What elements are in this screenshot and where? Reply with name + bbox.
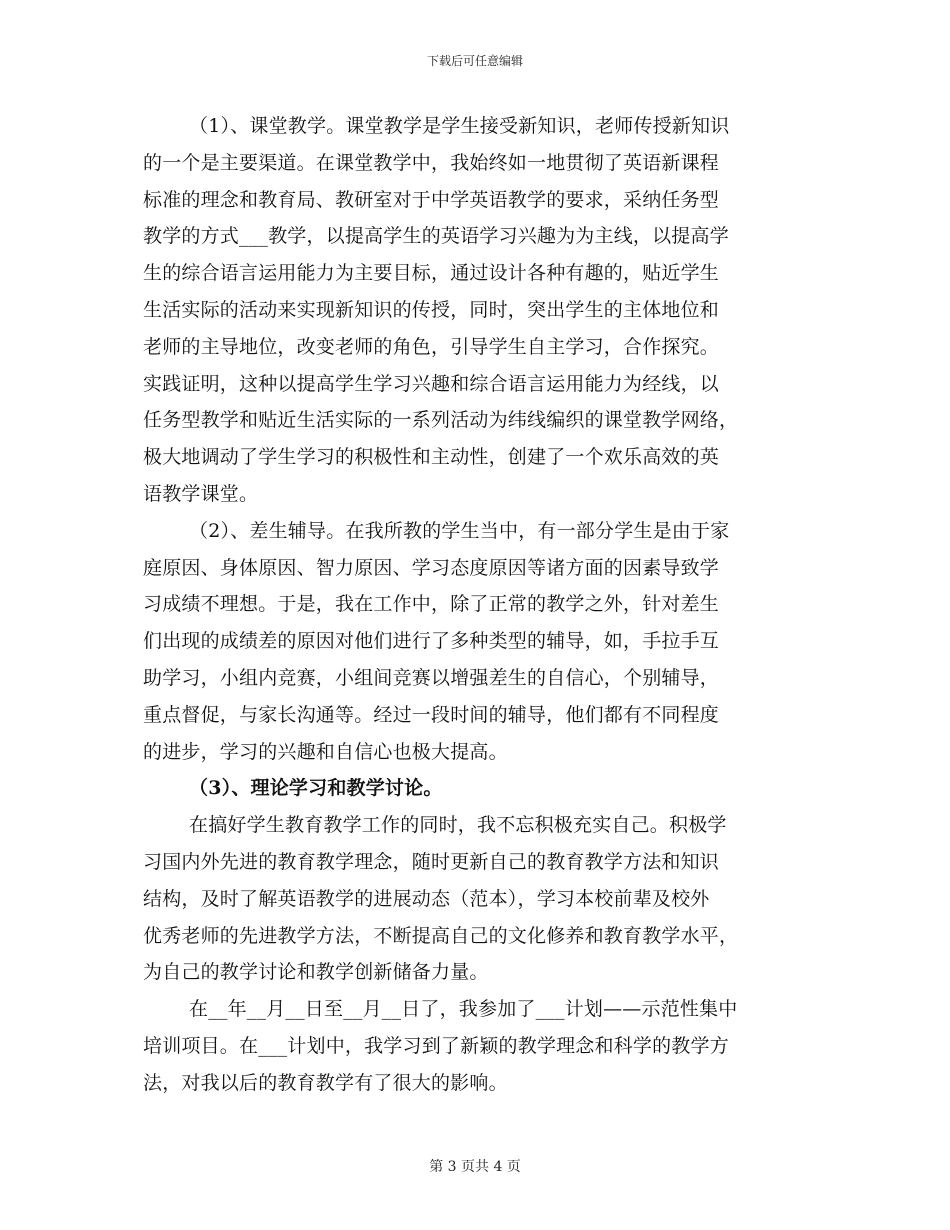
- page-footer: 第 3 页共 4 页: [429, 1159, 521, 1175]
- text-line: 老师的主导地位，改变老师的角色，引导学生自主学习，合作探究。: [143, 335, 720, 358]
- text-line: 优秀老师的先进教学方法，不断提高自己的文化修养和教育教学水平，: [143, 924, 739, 947]
- text-line: 重点督促，与家长沟通等。经过一段时间的辅导，他们都有不同程度: [143, 703, 720, 726]
- text-line: 助学习，小组内竞赛，小组间竞赛以增强差生的自信心，个别辅导，: [143, 666, 720, 689]
- text-line: 法，对我以后的教育教学有了很大的影响。: [143, 1071, 508, 1094]
- text-line: 在搞好学生教育教学工作的同时，我不忘积极充实自己。积极学: [189, 814, 727, 837]
- text-line: 的一个是主要渠道。在课堂教学中，我始终如一地贯彻了英语新课程: [143, 151, 720, 174]
- text-line: （1）、课堂教学。课堂教学是学生接受新知识，老师传授新知识: [189, 115, 730, 137]
- text-line: 结构，及时了解英语教学的进展动态（范本），学习本校前辈及校外: [143, 887, 710, 910]
- text-line: （3）、理论学习和教学讨论。: [189, 777, 443, 800]
- text-line: 的进步，学习的兴趣和自信心也极大提高。: [143, 740, 508, 763]
- text-line: 习成绩不理想。于是，我在工作中，除了正常的教学之外，针对差生: [143, 593, 720, 616]
- text-line: 生的综合语言运用能力为主要目标，通过设计各种有趣的，贴近学生: [143, 262, 720, 285]
- text-line: 语教学课堂。: [143, 482, 259, 505]
- text-line: 任务型教学和贴近生活实际的一系列活动为纬线编织的课堂教学网络，: [143, 409, 739, 432]
- text-line: 教学的方式___教学，以提高学生的英语学习兴趣为为主线，以提高学: [143, 225, 729, 248]
- text-line: 培训项目。在___计划中，我学习到了新颖的教学理念和科学的教学方: [143, 1034, 729, 1057]
- text-line: 极大地调动了学生学习的积极性和主动性，创建了一个欢乐高效的英: [143, 446, 720, 469]
- text-line: （2）、差生辅导。在我所教的学生当中，有一部分学生是由于家: [189, 519, 730, 542]
- text-line: 为自己的教学讨论和教学创新储备力量。: [143, 961, 489, 984]
- text-line: 庭原因、身体原因、智力原因、学习态度原因等诸方面的因素导致学: [143, 556, 720, 579]
- text-line: 在__年__月__日至__月__日了，我参加了___计划——示范性集中: [189, 998, 738, 1021]
- document-body: [143, 108, 811, 1102]
- text-line: 们出现的成绩差的原因对他们进行了多种类型的辅导，如，手拉手互: [143, 630, 720, 653]
- text-line: 实践证明，这种以提高学生学习兴趣和综合语言运用能力为经线，以: [143, 372, 720, 395]
- text-line: 生活实际的活动来实现新知识的传授，同时，突出学生的主体地位和: [143, 298, 720, 321]
- text-line: 标准的理念和教育局、教研室对于中学英语教学的要求，采纳任务型: [143, 188, 720, 211]
- text-line: 习国内外先进的教育教学理念，随时更新自己的教育教学方法和知识: [143, 850, 720, 873]
- page-header: 下载后可任意编辑: [426, 54, 523, 68]
